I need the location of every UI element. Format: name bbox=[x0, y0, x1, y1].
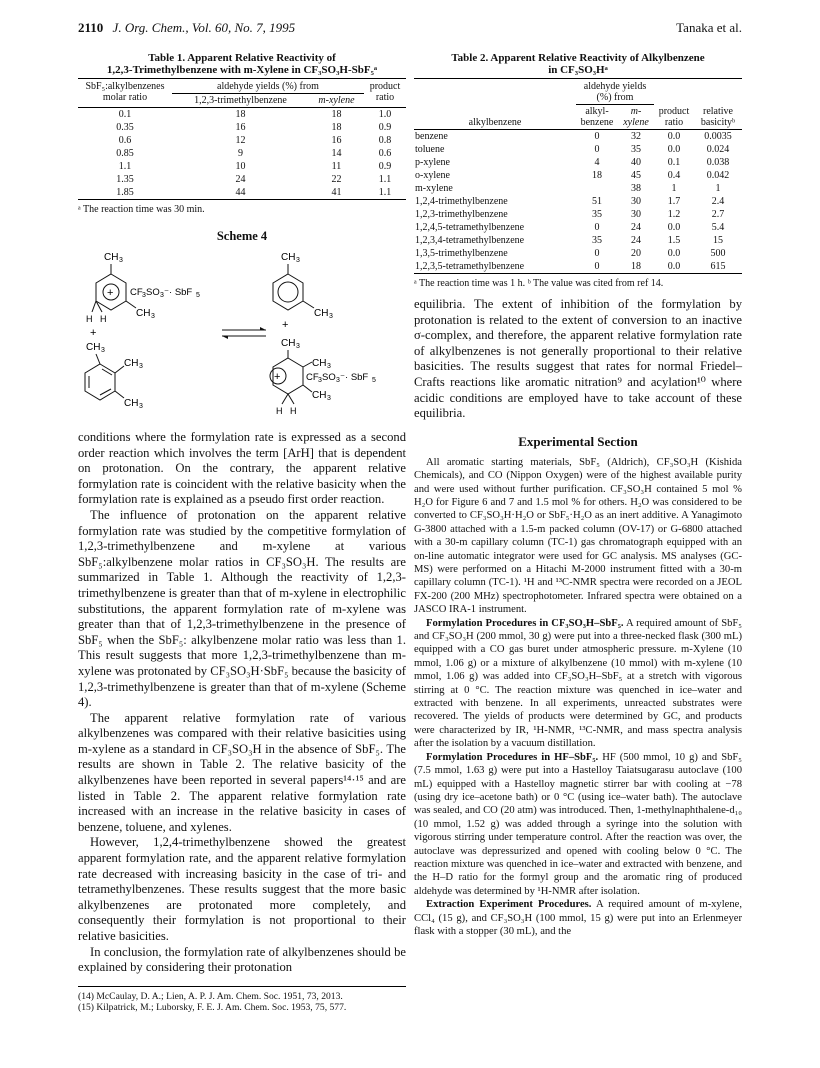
table1-cell: 0.85 bbox=[116, 148, 134, 159]
svg-text:3: 3 bbox=[142, 292, 146, 299]
svg-text:CH: CH bbox=[136, 308, 151, 319]
table1-cell: 1.35 bbox=[116, 174, 134, 185]
table1-cell: 1.0 bbox=[378, 109, 392, 120]
right-body-text: equilibria. The extent of inhibition of the formylation by protonation is related to the extent of conversion to an inactive σ-complex, and therefore, the apparent relative formylation rate of alkylbenzenes is not generally proportional to their relative basicities. The results suggest that rates for normal Friedel–Crafts reactions like aromatic nitration⁹ and acylation¹⁰ where acidic conditions are employed have to take account of these equilibria. bbox=[414, 297, 742, 421]
table2-cell: 4 bbox=[594, 157, 600, 168]
table2-cell: 0 bbox=[594, 144, 600, 155]
table2-cell bbox=[576, 182, 618, 195]
table2-cell: benzene bbox=[415, 131, 448, 142]
scheme-salt-label: CF bbox=[130, 287, 143, 298]
scheme-4-diagram bbox=[78, 246, 406, 424]
table1-row bbox=[78, 186, 406, 200]
table2-header-yields: aldehyde yields (%) from bbox=[576, 79, 654, 105]
svg-text:SO: SO bbox=[146, 287, 160, 298]
table2-row bbox=[414, 156, 742, 169]
table2-header-mxylene: m-xylene bbox=[623, 106, 649, 128]
table2-cell: 51 bbox=[592, 196, 602, 207]
table1-row bbox=[78, 173, 406, 186]
body-paragraph: The apparent relative formylation rate of various alkylbenzenes was compared with their relative basicities using m-xylene as a standard in CF₃SO₃H in the absence of SbF₅. The results are shown in Table 2. The relative basicity of the alkylbenzenes have been reported in several papers¹⁴·¹⁵ and are listed in Table 2. The apparent relative formylation rate increased with an increase in the relative basicity in cases of benzene, toluene, and xylenes. bbox=[78, 710, 406, 834]
reference-14: (14) McCaulay, D. A.; Lien, A. P. J. Am. Chem. Soc. 1951, 73, 2013. bbox=[78, 991, 343, 1002]
table2-cell: 1,2,3,5-tetramethylbenzene bbox=[415, 261, 525, 272]
svg-text:3: 3 bbox=[296, 343, 300, 350]
table1-cell: 0.6 bbox=[378, 148, 392, 159]
table2-caption-line1: Table 2. Apparent Relative Reactivity of Alkylbenzene bbox=[451, 52, 705, 64]
svg-text:3: 3 bbox=[139, 363, 143, 370]
svg-text:3: 3 bbox=[329, 313, 333, 320]
table2-cell: 0 bbox=[594, 261, 600, 272]
table2-cell: 0.1 bbox=[667, 157, 681, 168]
procedure-text: All aromatic starting materials, SbF₅ (Aldrich), CF₃SO₃H (Kishida Chemicals), and CO (Nippon Oxygen) were of the highest available purity and were used without further purification. CF₃SO₃H contained 5 mol % H₂O for Figure 6 and 7 and 1.5 mol % for others. H₂O was considered to be converted to CF₃SO₃H·H₂O or SbF₅·H₂O as an inert additive. A Yanagimoto G-3800 attached with a 1.5-m packed column (OV-17) or G-6800 attached with a 30-m capillary column (TC-1) gas chromatograph equipped with an on-line automatic integrator were used for GC analysis. MS analyses (GC-MS) were performed on a Hitachi M-2000 instrument fitted with a 30-m capillary column (TC-1). ¹H and ¹³C-NMR spectra were recorded on a JEOL FX-200 (200 MHz) spectrophotometer. Infrared spectra were obtained on a JASCO IRA-1 instrument. bbox=[414, 456, 742, 616]
table2-cell: 0.0 bbox=[667, 248, 681, 259]
table1-header-yields: aldehyde yields (%) from bbox=[172, 79, 364, 94]
table1-body bbox=[78, 108, 406, 200]
table2-cell: 15 bbox=[713, 235, 723, 246]
table2-row bbox=[414, 208, 742, 221]
table1-cell: 11 bbox=[331, 161, 342, 172]
table2-caption bbox=[414, 52, 742, 76]
procedure-heading: Formylation Procedures in CF₃SO₃H–SbF₅. bbox=[426, 617, 624, 629]
table1-cell: 9 bbox=[237, 148, 243, 159]
body-paragraph: The influence of protonation on the apparent relative formylation rate was studied by the competitive formylation of 1,2,3-trimethylbenzene and m-xylene at various SbF₅:alkylbenzene molar ratios in CF₃SO₃H. The results are summarized in Table 1. Although the reactivity of 1,2,3-trimethylbenzene is greater than that of m-xylene in electrophilic substitutions, the apparent formylation rate of m-xylene was greater than that of 1,2,3-trimethylbenzene in the presence of SbF₅ when the SbF₅: alkylbenzene molar ratio was less than 1. This result suggests that more 1,2,3-trimethylbenzene than m-xylene was protonated by CF₃SO₃H·SbF₅ because the basicity of 1,2,3-trimethylbenzene is greater than that of m-xylene (Scheme 4). bbox=[78, 507, 406, 710]
experimental-paragraph bbox=[414, 898, 742, 938]
table2-cell: 1,2,4-trimethylbenzene bbox=[415, 196, 508, 207]
table2-cell: 1.5 bbox=[667, 235, 681, 246]
svg-text:3: 3 bbox=[151, 313, 155, 320]
svg-text:3: 3 bbox=[336, 377, 340, 384]
table2-cell: 24 bbox=[631, 222, 641, 233]
svg-text:CH: CH bbox=[86, 342, 101, 353]
svg-text:H: H bbox=[290, 406, 297, 416]
table1-cell: 24 bbox=[235, 174, 246, 185]
table1-cell: 1.1 bbox=[378, 174, 392, 185]
svg-text:3: 3 bbox=[327, 395, 331, 402]
table1-cell: 0.35 bbox=[116, 122, 134, 133]
table2-cell: 38 bbox=[631, 183, 641, 194]
table2-cell: o-xylene bbox=[415, 170, 450, 181]
svg-text:H: H bbox=[100, 314, 107, 324]
table2-cell: 0.042 bbox=[706, 170, 730, 181]
table2-cell: 0 bbox=[594, 248, 600, 259]
table1-cell: 1.85 bbox=[116, 187, 134, 198]
svg-text:CH: CH bbox=[314, 308, 329, 319]
table2-cell: 1,2,3,4-tetramethylbenzene bbox=[415, 235, 525, 246]
procedure-heading: Extraction Experiment Procedures. bbox=[426, 899, 592, 911]
table1-cell: 16 bbox=[235, 122, 246, 133]
table1-header-product: product ratio bbox=[369, 81, 401, 103]
left-column bbox=[78, 52, 406, 1014]
svg-text:⁻· SbF: ⁻· SbF bbox=[340, 372, 369, 383]
table1-row bbox=[78, 121, 406, 134]
experimental-paragraph bbox=[414, 456, 742, 617]
table2-cell: 1.7 bbox=[667, 196, 681, 207]
table1-cell: 1.1 bbox=[378, 187, 392, 198]
svg-text:CH: CH bbox=[281, 338, 296, 349]
table2-cell: 40 bbox=[631, 157, 641, 168]
table2-row bbox=[414, 234, 742, 247]
svg-text:3: 3 bbox=[160, 292, 164, 299]
table2-cell: 0.0 bbox=[667, 222, 681, 233]
table1-cell: 22 bbox=[331, 174, 342, 185]
table1-caption bbox=[78, 52, 406, 76]
table2-row bbox=[414, 195, 742, 208]
left-body-text bbox=[78, 430, 406, 976]
references bbox=[78, 986, 406, 1014]
table2-cell: 2.7 bbox=[711, 209, 725, 220]
body-paragraph: However, 1,2,4-trimethylbenzene showed the greatest apparent formylation rate, and the apparent relative formylation rate decreased with increasing basicity in the case of tri- and tetramethylbenzenes. These results suggest that the more basic alkylbenzenes are protonated more completely, and consequently their formylation is not proportional to their relative basicities. bbox=[78, 835, 406, 943]
table2-footnote: ᵃ The reaction time was 1 h. ᵇ The value was cited from ref 14. bbox=[414, 278, 664, 289]
table2-cell: 18 bbox=[592, 170, 602, 181]
svg-text:⁻· SbF: ⁻· SbF bbox=[164, 287, 193, 298]
table2-cell: 30 bbox=[631, 196, 641, 207]
svg-text:+: + bbox=[274, 371, 281, 383]
table2-cell: 32 bbox=[631, 131, 641, 142]
table2-cell: 0.0 bbox=[667, 261, 681, 272]
page-number: 2110 bbox=[78, 20, 104, 35]
table1-row bbox=[78, 134, 406, 147]
table2-cell: 0 bbox=[594, 222, 600, 233]
table2-cell: 0.024 bbox=[706, 144, 730, 155]
table2-cell: 1,2,3-trimethylbenzene bbox=[415, 209, 508, 220]
table1-cell: 0.9 bbox=[378, 122, 392, 133]
svg-text:3: 3 bbox=[139, 403, 143, 410]
table1-cell: 41 bbox=[331, 187, 342, 198]
procedure-text: HF (500 mmol, 10 g) and SbF₅ (7.5 mmol, 1.63 g) were put into a Hastelloy Taiatsugarasu autoclave (100 mL) equipped with a Hastelloy magnetic stirrer bar with cooling at −78 (using dry ice–acetone bath) or 0 °C (using ice–water bath). The autoclave was sealed, and CO (20 atm) was introduced. Then, 1-methylnaphthalene-d₁₀ (10 mmol, 1.52 g) was added through a syringe into the solution with vigorous stirring under temperature control. After the reaction was over, the autoclave was depressurized and opened with cooling below 0 °C. The reaction mixture was quenched in ice–water and extracted with benzene, and the H–D ratio for the formyl group and the aromatic ring of produced aldehyde was determined by ¹H-NMR after isolation. bbox=[414, 751, 742, 897]
table2-cell: 0 bbox=[594, 131, 600, 142]
journal-citation: J. Org. Chem., Vol. 60, No. 7, 1995 bbox=[112, 20, 296, 35]
table1-header-tmb: 1,2,3-trimethylbenzene bbox=[194, 95, 287, 106]
table2-cell: 500 bbox=[710, 248, 726, 259]
table2-header-product: product ratio bbox=[658, 106, 690, 128]
table2-cell: 18 bbox=[631, 261, 641, 272]
page-header bbox=[78, 20, 742, 40]
table1-cell: 10 bbox=[235, 161, 246, 172]
table2-header-alkylbenzene: alkylbenzene bbox=[468, 117, 522, 128]
table2-row bbox=[414, 169, 742, 182]
table2-cell: 0.038 bbox=[706, 157, 730, 168]
table2-cell: 35 bbox=[631, 144, 641, 155]
table2-cell: 0.0 bbox=[667, 131, 681, 142]
table1-cell: 14 bbox=[331, 148, 342, 159]
right-column bbox=[414, 52, 742, 938]
table2-cell: p-xylene bbox=[415, 157, 450, 168]
svg-text:3: 3 bbox=[327, 363, 331, 370]
table2-cell: 1 bbox=[671, 183, 677, 194]
table2-cell: 45 bbox=[631, 170, 641, 181]
table2-row bbox=[414, 143, 742, 156]
svg-text:3: 3 bbox=[119, 257, 123, 264]
table1-cell: 18 bbox=[235, 109, 246, 120]
svg-text:5: 5 bbox=[196, 292, 200, 299]
table2-cell: 0.4 bbox=[667, 170, 681, 181]
reference-15: (15) Kilpatrick, M.; Luborsky, F. E. J. Am. Chem. Soc. 1953, 75, 577. bbox=[78, 1002, 347, 1014]
table1-header-mxylene: m-xylene bbox=[318, 95, 355, 106]
table2-row bbox=[414, 260, 742, 274]
table1-cell: 16 bbox=[331, 135, 342, 146]
body-paragraph: In conclusion, the formylation rate of alkylbenzenes should be explained by considering their protonation bbox=[78, 944, 406, 975]
body-paragraph: conditions where the formylation rate is expressed as a second order reaction which involves the term [ArH] that is dependent on protonation. On the contrary, the apparent relative formylation rate is coincident with the relative basicity when the formylation rate is explained as a pseudo first order reaction. bbox=[78, 430, 406, 507]
svg-text:+: + bbox=[107, 287, 114, 299]
table1-row bbox=[78, 160, 406, 173]
table1-cell: 1.1 bbox=[118, 161, 132, 172]
table2-cell: 35 bbox=[592, 209, 602, 220]
table2-header-alkyl: alkyl-benzene bbox=[580, 106, 614, 128]
scheme-label-ch3: CH bbox=[104, 252, 119, 263]
svg-text:H: H bbox=[276, 406, 283, 416]
running-authors: Tanaka et al. bbox=[676, 20, 742, 35]
table2-cell: m-xylene bbox=[415, 183, 453, 194]
procedure-text: A required amount of SbF₅ and CF₃SO₃H (200 mmol, 30 g) were put into a three-necked flask (300 mL) equipped with a CO gas buret under atmospheric pressure. m-Xylene (10 mmol, 1.06 g) or a mixture of alkylbenzene (10 mmol) with m-xylene (10 mmol, 1.06 g) was added into CF₃SO₃H–SbF₅ at a stretch with vigorous stirring at 0 °C. The reaction mixture was quenched in ice–water and extracted with benzene. In all experiments, unreacted substrates were recovered. The yields of products were determined by GC, and products were characterized by IR, ¹H-NMR, ¹³C-NMR, and mass spectra analysis after the isolation by a vacuum distillation. bbox=[414, 617, 742, 750]
table1-cell: 0.1 bbox=[118, 109, 132, 120]
table2-cell: 5.4 bbox=[711, 222, 725, 233]
table1-cell: 0.6 bbox=[118, 135, 132, 146]
table1 bbox=[78, 78, 406, 200]
svg-text:5: 5 bbox=[372, 377, 376, 384]
table1-cell: 0.8 bbox=[378, 135, 392, 146]
table2-cell: toluene bbox=[415, 144, 445, 155]
table2-caption-line2: in CF₃SO₃Hᵃ bbox=[548, 64, 608, 76]
table1-caption-line2: 1,2,3-Trimethylbenzene with m-Xylene in CF₃SO₃H-SbF₅ᵃ bbox=[106, 64, 378, 76]
svg-text:CH: CH bbox=[124, 358, 139, 369]
svg-text:CH: CH bbox=[124, 398, 139, 409]
table1-row bbox=[78, 147, 406, 160]
table1-cell: 12 bbox=[235, 135, 246, 146]
svg-text:3: 3 bbox=[318, 377, 322, 384]
procedure-text: A required amount of m-xylene, CCl₄ (15 g), and CF₃SO₃H (100 mmol, 15 g) were put into an Erlenmeyer flask with a stopper (30 mL), and the bbox=[414, 899, 742, 937]
svg-text:+: + bbox=[282, 319, 289, 331]
table2-cell: 0.0 bbox=[667, 144, 681, 155]
table2-row bbox=[414, 182, 742, 195]
table1-footnote: ᵃ The reaction time was 30 min. bbox=[78, 204, 205, 215]
svg-text:CF: CF bbox=[306, 372, 319, 383]
procedure-heading: Formylation Procedures in HF–SbF₅. bbox=[426, 751, 599, 763]
table2 bbox=[414, 78, 742, 274]
table2-cell: 2.4 bbox=[711, 196, 725, 207]
table2-cell: 615 bbox=[710, 261, 726, 272]
table2-row bbox=[414, 221, 742, 234]
scheme-title: Scheme 4 bbox=[216, 229, 268, 243]
svg-text:+: + bbox=[90, 327, 97, 339]
table2-body bbox=[414, 130, 742, 274]
experimental-text bbox=[414, 456, 742, 939]
table2-cell: 20 bbox=[631, 248, 641, 259]
table2-header-basicity: relative basicityᵇ bbox=[700, 106, 736, 128]
table2-cell: 24 bbox=[631, 235, 641, 246]
table1-header-ratio: SbF₅:alkylbenzenes molar ratio bbox=[85, 81, 165, 103]
svg-text:CH: CH bbox=[281, 252, 296, 263]
table1-caption-line1: Table 1. Apparent Relative Reactivity of bbox=[148, 52, 336, 64]
svg-text:3: 3 bbox=[101, 347, 105, 354]
table2-cell: 1,2,4,5-tetramethylbenzene bbox=[415, 222, 525, 233]
svg-text:CH: CH bbox=[312, 390, 327, 401]
table2-row bbox=[414, 130, 742, 144]
table2-cell: 1 bbox=[715, 183, 721, 194]
svg-text:H: H bbox=[86, 314, 93, 324]
table2-row bbox=[414, 247, 742, 260]
table1-cell: 18 bbox=[331, 122, 342, 133]
table1-cell: 18 bbox=[331, 109, 342, 120]
table1-cell: 0.9 bbox=[378, 161, 392, 172]
svg-text:SO: SO bbox=[322, 372, 336, 383]
table1-row bbox=[78, 108, 406, 122]
table2-cell: 35 bbox=[592, 235, 602, 246]
table2-cell: 0.0035 bbox=[704, 131, 732, 142]
table1-cell: 44 bbox=[235, 187, 246, 198]
table2-cell: 1.2 bbox=[667, 209, 681, 220]
table2-cell: 30 bbox=[631, 209, 641, 220]
svg-text:3: 3 bbox=[296, 257, 300, 264]
section-heading: Experimental Section bbox=[518, 433, 638, 449]
experimental-paragraph bbox=[414, 617, 742, 751]
svg-text:CH: CH bbox=[312, 358, 327, 369]
table2-cell: 1,3,5-trimethylbenzene bbox=[415, 248, 508, 259]
experimental-paragraph bbox=[414, 751, 742, 898]
